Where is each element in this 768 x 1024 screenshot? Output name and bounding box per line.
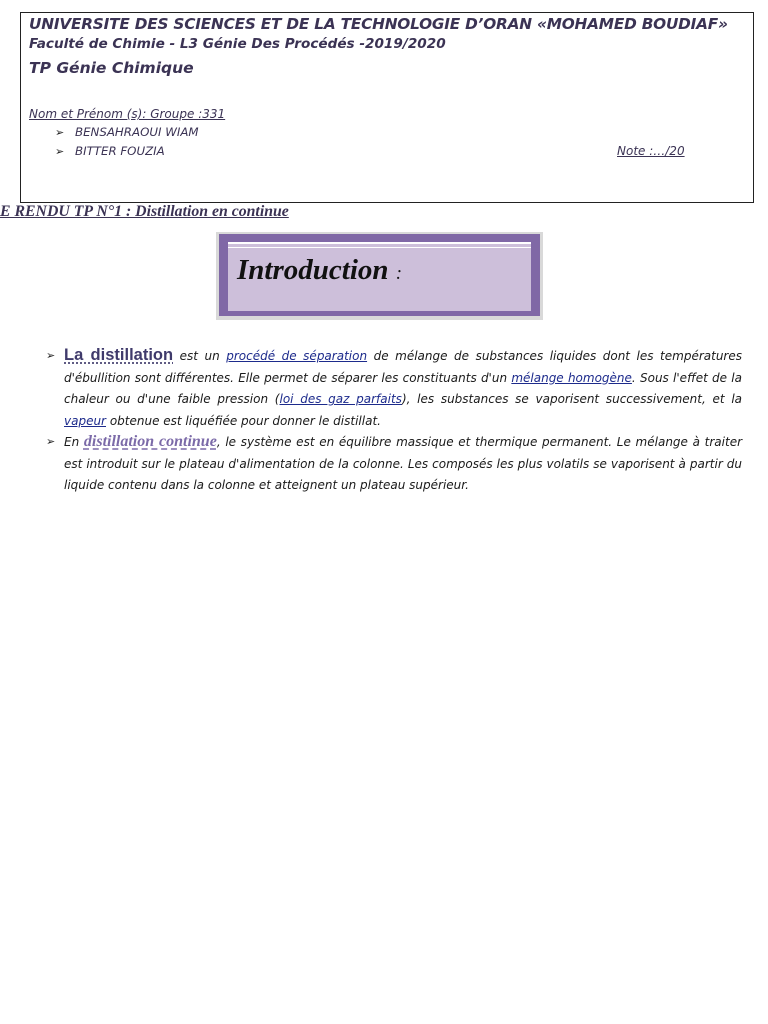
paragraph-distillation — [64, 345, 742, 432]
link-ideal-gas-law[interactable]: loi des gaz parfaits — [279, 392, 402, 407]
banner-rule — [228, 242, 531, 244]
paragraph-text: , le système est en équilibre massique et thermique permanent. Le mélange à traiter est introduit sur le plateau d'alimentation de la colonne. Les composés les plus volatils se vaporisent à partir du liquide contenu dans la colonne et atteignent un plateau supérieur. — [64, 435, 743, 493]
paragraph-text: de mélange de substances liquides dont les températures d'ébullition sont différentes. Elle permet de séparer les constituants d'un — [64, 349, 742, 385]
arrow-bullet-icon: ➢ — [55, 145, 65, 158]
link-vapor[interactable]: vapeur — [64, 413, 106, 428]
link-separation-process[interactable]: procédé de séparation — [226, 349, 368, 363]
keyword-distillation: La distillation — [64, 346, 174, 364]
arrow-bullet-icon: ➢ — [46, 350, 56, 362]
paragraph-text: obtenue est liquéfiée pour donner le distillat. — [106, 413, 381, 428]
student-item — [55, 125, 199, 139]
paragraph-text: . Sous l'effet de la chaleur ou d'une faible pression ( — [64, 370, 742, 407]
paragraph-text: ), les substances se vaporisent successivement, et la — [401, 392, 743, 407]
student-name: BITTER FOUZIA — [75, 144, 165, 158]
intro-banner — [219, 234, 540, 316]
intro-heading-text: Introduction — [237, 254, 389, 286]
paragraph-text: En — [64, 435, 84, 449]
header-box — [20, 12, 754, 203]
university-name: UNIVERSITE DES SCIENCES ET DE LA TECHNOLOGIE D’ORAN «MOHAMED BOUDIAF» — [29, 15, 728, 33]
student-item — [55, 144, 165, 158]
intro-colon: : — [395, 263, 403, 284]
faculty-line: Faculté de Chimie - L3 Génie Des Procédés -2019/2020 — [29, 36, 446, 52]
link-homogeneous-mixture[interactable]: mélange homogène — [511, 370, 632, 385]
report-title: E RENDU TP N°1 : Distillation en continue — [0, 203, 289, 220]
arrow-bullet-icon: ➢ — [55, 126, 65, 139]
student-name: BENSAHRAOUI WIAM — [75, 125, 199, 139]
grade-note: Note :…/20 — [617, 144, 685, 158]
intro-heading — [237, 254, 402, 287]
banner-rule — [228, 247, 531, 248]
intro-banner-inner — [228, 242, 531, 311]
keyword-continuous-distillation: distillation continue — [83, 433, 217, 450]
arrow-bullet-icon: ➢ — [46, 436, 56, 448]
paragraph-continuous-distillation — [64, 431, 742, 497]
group-label: Nom et Prénom (s): Groupe :331 — [29, 107, 226, 121]
course-title: TP Génie Chimique — [29, 59, 194, 77]
paragraph-text: est un — [173, 349, 227, 363]
